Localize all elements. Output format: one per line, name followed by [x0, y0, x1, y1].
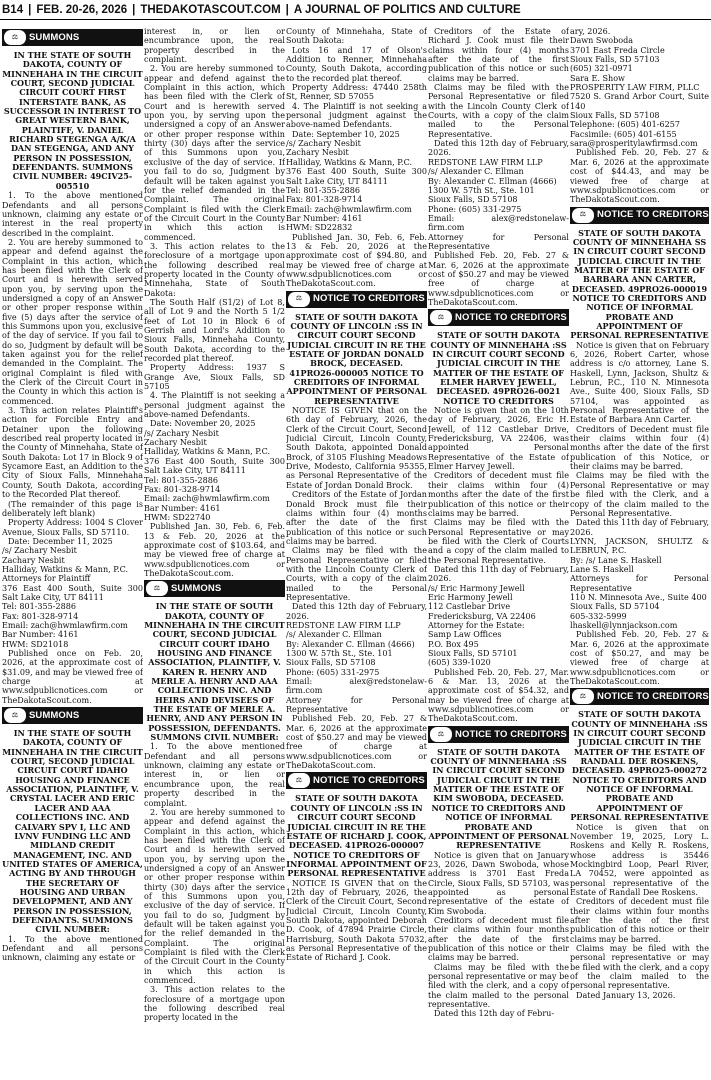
notice-line: Halliday, Watkins & Mann, P.C.: [144, 447, 271, 457]
scales-icon: ⚖: [572, 208, 594, 223]
notice-line: Tel: 801-355-2886: [286, 185, 360, 195]
notice-paragraph: Date: December 11, 2025: [8, 536, 113, 546]
notice-paragraph: Notice is given that on February 6, 2026, Robert Carter, whose address is c/o attorney, Lane S. Haskell, Lynn, Jackson, Shultz & Lebrun, P.C., 110 N. Minnesota Ave., Suite 400, Sioux Falls, SD 57104, was appointed as Personal Representative of the Estate of Barbara Ann Carter.: [570, 340, 709, 425]
notice-paragraph: 1. To the above mentioned Defendants and all persons unknown, claiming any estate or interest in the real property described in the complaint.: [2, 191, 143, 238]
notice-line: Attorneys for Plaintiff: [2, 574, 91, 584]
notice-line: Sioux Falls, SD 57108: [428, 195, 518, 205]
notice-line: 605-332-5999: [570, 611, 627, 621]
notice-line: Fax: 801-328-9714: [2, 611, 79, 621]
notice-paragraph: Published Feb. 20, Feb. 27 & Mar. 6, 2026 at the approximate cost of $44.43, and may be viewed free of charge at www.sdpublicnotices.com or TheDakotaScout.com.: [570, 148, 709, 205]
notice-line: PROSPERITY LAW FIRM, PLLC: [570, 83, 700, 93]
section-header: [2, 707, 143, 724]
notice-column-2: [144, 27, 285, 1080]
notice-line: Lane S. Haskell: [570, 564, 634, 574]
notice-caption: STATE OF SOUTH DAKOTA COUNTY OF MINNEHAHA :SS IN CIRCUIT COURT SECOND JUDICIAL CIRCUIT IN THE MATTER OF THE ESTATE OF KIM SWOBODA, DECEASED. NOTICE TO CREDITORS AND NOTICE OF INFORMAL PROBATE AND APPOINTMENT OF PERSONAL REPRESENTATIVE: [428, 746, 569, 851]
notice-paragraph: NOTICE IS GIVEN that on the 6th day of February, 2026, the Clerk of the Circuit Court, Second Judicial Circuit, Lincoln County, South Dakota, appointed Donald Brock, of 3105 Flushing Meadows Drive, Modesto, California 95355, as Personal Representative of the Estate of Jordan Donald Brock.: [286, 406, 427, 490]
masthead: B14 | FEB. 20-26, 2026 | THEDAKOTASCOUT.COM | A JOURNAL OF POLITICS AND CULTURE: [0, 0, 711, 20]
notice-line: 1300 W. 57th St., Ste. 101: [428, 185, 535, 195]
notice-paragraph: 2. You are hereby summoned to appear and defend against the Complaint in this action, which has been filed with the Clerk of Court and is herewith served upon you, by serving upon the undersigned a copy of an Answer or other proper response within thirty (30) days after the service of this Summons upon you, exclusive of the day of service. If you fail to do so, Judgment by default will be taken against you for the relief demanded in the Complaint. The original Complaint is filed with the Clerk of the Circuit Court in the County in which this action is commenced.: [144, 64, 285, 242]
notice-paragraph: Lots 16 and 17 of Olson's Addition to Renner, Minnehaha County, South Dakota, according to the recorded plat thereof.: [286, 45, 427, 83]
notice-line: Email: zach@hwmlawfirm.com: [144, 494, 270, 504]
notice-paragraph: Dated this 12th day of Febru-: [434, 1009, 555, 1019]
notice-line: sara@prosperitylawfirmsd.com: [570, 139, 698, 149]
notice-line: Facsimile: (605) 401-6155: [570, 129, 677, 139]
section-title: NOTICE TO CREDITORS: [313, 775, 425, 787]
notice-paragraph: Date: November 20, 2025: [150, 419, 256, 429]
notice-line: Tel: 801-355-2886: [2, 602, 76, 612]
notice-line: Zachary Nesbit: [144, 438, 207, 448]
notice-line: County of Minnehaha, State of South Dakota:: [286, 27, 427, 46]
section-header: [144, 580, 285, 597]
section-title: SUMMONS: [29, 31, 80, 43]
notice-line: By: Alexander C. Ellman (4666): [286, 639, 415, 649]
notice-line: Bar Number: 4161: [2, 630, 79, 640]
notice-paragraph: Claims may be filed with the Personal Representative or may be filed with the Clerk of Courts and a copy of the claim mailed to the Personal Representative.: [428, 518, 569, 565]
notice-line: (605) 339-1020: [428, 658, 491, 668]
notice-line: 7520 S. Grand Arbor Court, Suite 140: [570, 92, 709, 111]
section-header: [286, 772, 427, 789]
notice-paragraph: Creditors of Decedent must file their claims within four (4) months after the date of the first publication of this Notice, or their claims may be barred.: [570, 424, 709, 472]
notice-line: 3701 East Freda Circle: [570, 45, 665, 55]
notice-paragraph: Dated this 12th day of February, 2026.: [286, 602, 427, 621]
notice-line: Fredericksburg, VA 22406: [428, 611, 536, 621]
notice-line: HWM: SD22740: [144, 512, 211, 522]
notice-caption: IN THE STATE OF SOUTH DAKOTA, COUNTY OF MINNEHAHA IN THE CIRCUIT COURT, SECOND JUDICIAL CIRCUIT COURT IDAHO HOUSING AND FINANCE ASSOCIATION, PLAINTIFF, V. KAREN R. HENRY AND MERLE A. HENRY AND AAA COLLECTIONS INC. AND HEIRS AND DEVISEES OF THE ESTATE OF MERLE A. HENRY, AND ANY PERSON IN POSSESSION, DEFENDANTS. SUMMONS CIVIL NUMBER:: [144, 601, 285, 743]
notice-paragraph: Claims may be filed with the Personal Representative or filed with the Lincoln County Clerk of Courts, with a copy of the claim mailed to the Personal Representative.: [286, 546, 427, 602]
notice-caption: STATE OF SOUTH DAKOTA COUNTY OF LINCOLN :SS IN CIRCUIT COURT SECOND JUDICIAL CIRCUIT IN RE THE ESTATE OF JORDAN DONALD BROCK, DECEASED. 41PRO26-000005 NOTICE TO CREDITORS OF INFORMAL APPOINTMENT OF PERSONAL REPRESENTATIVE: [286, 311, 427, 406]
notice-line: Email: alex@redstonelaw-firm.com: [428, 213, 569, 233]
notice-line: /s/ Zachary Nesbit: [144, 428, 219, 438]
notice-caption: IN THE STATE OF SOUTH DAKOTA, COUNTY OF MINNEHAHA IN THE CIRCUIT COURT, SECOND JUDICIAL CIRCUIT COURT IDAHO HOUSING AND FINANCE ASSOCIATION, PLAINTIFF, V. CRYSTAL LACER AND ERIC LACER AND AAA COLLECTIONS INC. AND CALVARY SPV I, LLC AND LVNV FUNDING LLC AND MIDLAND CREDIT MANAGEMENT, INC. AND UNITED STATES OF AMERICA, ACTING BY AND THROUGH THE SECRETARY OF HOUSING AND URBAN DEVELOPMENT, AND ANY PERSON IN POSSESSION, DEFENDANTS. SUMMONS CIVIL NUMBER:: [2, 728, 143, 935]
notice-line: Sara E. Show: [570, 73, 625, 83]
notice-line: (605) 321-0971: [570, 64, 633, 74]
notice-paragraph: Claims may be filed with the personal representative or may be filed with the clerk, and a copy of the claim mailed to the personal representative.: [428, 962, 569, 1010]
notice-paragraph: Creditors of decedent must file their claims within four months after the date of the first publication of this notice or their claims may be barred.: [428, 915, 569, 963]
notice-column-3: [286, 27, 427, 1080]
section-title: SUMMONS: [171, 583, 222, 595]
notice-paragraph: Notice is given that on the 10th day of February, 2026, Eric H. Jewell, of 112 Castlebar Drive, Fredericksburg, VA 22406, was appointed Personal Representative of the Estate of Elmer Harvey Jewell.: [428, 406, 569, 472]
notice-paragraph: Notice is given that on January 23, 2026, Dawn Swoboda, whose address is 3701 East Freda Circle, Sioux Falls, SD 57103, was appointed as personal representative of the estate of Kim Swoboda.: [428, 850, 569, 916]
notice-line: /s/ Zachary Nesbit: [2, 546, 77, 556]
notice-line: Zachary Nesbit: [286, 148, 349, 158]
notice-paragraph: 3. This action relates to the foreclosure of a mortgage upon the following described real property located in the: [144, 985, 285, 1023]
scales-icon: ⚖: [430, 310, 452, 325]
notice-column-5: [570, 27, 709, 1080]
notice-paragraph: Published once on Feb. 20, 2026, at the approximate cost of $31.09, and may be viewed free of charge at www.sdpublicnotices.com or TheDakotaScout.com.: [2, 649, 143, 705]
notice-line: /s/ Alexander C. Ellman: [428, 167, 524, 177]
notice-paragraph: The South Half (S1/2) of Lot 8, all of Lot 9 and the North 5 1/2 feet of Lot 10 in Block 6 of Gerrish and Lord's Addition to Sioux Falls, Minnehaha County, South Dakota, according to the recorded plat thereof.: [144, 297, 285, 364]
notice-line: Sioux Falls, SD 57108: [570, 111, 660, 121]
notice-line: Fax: 801-328-9714: [286, 195, 363, 205]
notice-caption: STATE OF SOUTH DAKOTA COUNTY OF MINNEHAHA :SS IN CIRCUIT COURT SECOND JUDICIAL CIRCUIT IN THE MATTER OF THE ESTATE OF ELMER HARVEY JEWELL, DECEASED. 49PRO26-0021 NOTICE TO CREDITORS: [430, 330, 567, 406]
scales-icon: ⚖: [4, 708, 26, 723]
page-number: B14: [2, 3, 24, 16]
notice-line: 376 East 400 South, Suite 300 Salt Lake City, UT 84111: [286, 167, 427, 186]
notice-paragraph: Creditors of decedent must file their claims within four months after the date of the first publication of this notice or their claims may be barred.: [570, 897, 709, 944]
notice-paragraph: Property Address: 1004 S Clover Avenue, Sioux Falls, SD 57110.: [2, 518, 143, 537]
notice-column-4: [428, 27, 569, 1080]
section-header: [2, 29, 143, 46]
section-header: [570, 688, 709, 705]
notice-paragraph: Property Address: 1937 S Grange Ave, Sioux Falls, SD 57105: [144, 363, 285, 392]
notice-line: 112 Castlebar Drive: [428, 602, 511, 612]
section-title: NOTICE TO CREDITORS: [597, 209, 709, 221]
notice-line: HWM: SD22832: [286, 223, 353, 233]
notice-paragraph: Claims may be filed with the personal representative or may be filed with the clerk, and a copy of the claim mailed to the personal representative.: [570, 943, 709, 991]
notice-paragraph: Published Feb. 20, Feb. 27 & Mar. 6, 2026 at the approximate cost of $50.27, and may be viewed free of charge at www.sdpublicnotices.com or TheDakotaScout.com.: [570, 630, 709, 687]
notice-line: Bar Number: 4161: [286, 213, 363, 223]
notice-paragraph: Published Feb. 20, Feb. 27, Mar. 6 & Mar. 13, 2026 at the approximate cost of $54.32, and may be viewed free of charge at www.sdpublicnotices.com or TheDakotaScout.com.: [428, 667, 569, 724]
notice-line: Email: alex@redstonelaw-firm.com: [286, 677, 427, 696]
notice-paragraph: Published Jan. 30, Feb. 6, Feb. 13 & Feb. 20, 2026 at the approximate cost of $94.80, and may be viewed free of charge at www.sdpublicnotices.com or TheDakotaScout.com.: [286, 232, 427, 289]
notice-line: Samp Law Offices: [428, 630, 502, 640]
notice-line: Sioux Falls, SD 57108: [286, 658, 376, 668]
notice-line: Sioux Falls, SD 57101: [428, 649, 518, 658]
section-title: NOTICE TO CREDITORS: [455, 312, 567, 324]
notice-line: 376 East 400 South, Suite 300 Salt Lake City, UT 84111: [2, 583, 143, 602]
section-header: [286, 291, 427, 308]
section-title: SUMMONS: [29, 709, 80, 721]
notice-paragraph: Creditors of decedent must file their claims within four (4) months after the date of the first publication of this notice or their claims may be barred.: [428, 471, 569, 518]
section-header: [570, 207, 709, 224]
notice-paragraph: Date: September 10, 2025: [292, 129, 400, 139]
notice-line: Telephone: (605) 401-6257: [570, 120, 680, 130]
notice-line: Fax: 801-328-9714: [144, 484, 221, 494]
tagline: A JOURNAL OF POLITICS AND CULTURE: [293, 3, 521, 16]
notice-line: Eric Harmony Jewell: [428, 592, 513, 602]
scales-icon: ⚖: [4, 30, 26, 45]
notice-paragraph: Claims may be filed with the Personal Representative or may be filed with the Clerk, and a copy of the claim mailed to the Personal Representative.: [570, 471, 709, 518]
notice-line: P.O. Box 495: [428, 639, 479, 649]
notice-paragraph: 2. You are hereby summoned to appear and defend against the Complaint in this action, which has been filed with the Clerk of Court and is herewith served upon you, by serving upon the undersigned a copy of an Answer or other proper response within five (5) days after the service of this Summons upon you, exclusive of the day of service. If you fail to do so, Judgment by default will be taken against you for the relief demanded in the Complaint. The original Complaint is filed with the Clerk of the Circuit Court in the County in which this action is commenced.: [2, 237, 143, 406]
notice-line: 110 N. Minnesota Ave., Suite 400: [570, 592, 707, 602]
section-title: NOTICE TO CREDITORS: [455, 728, 567, 740]
notice-caption: IN THE STATE OF SOUTH DAKOTA, COUNTY OF MINNEHAHA IN THE CIRCUIT COURT, SECOND JUDICIAL CIRCUIT COURT FIRST INTERSTATE BANK, AS SUCCESSOR IN INTEREST TO GREAT WESTERN BANK, PLAINTIFF, V. DANIEL RICHARD STEGENGA A/K/A DAN STEGENGA, AND ANY PERSON IN POSSESSION, DEFENDANTS. SUMMONS CIVIL NUMBER: 49CIV25-005510: [2, 50, 143, 191]
notice-line: HWM: SD21018: [2, 639, 69, 649]
notice-paragraph: Notice is given that on November 19, 2025, Lory L. Roskens and Kelly R. Roskens, whose address is 35446 Mockingbird Loop, Pearl River, LA 70452, were appointed as personal representative of the Estate of Randall Dee Roskens.: [570, 822, 709, 897]
issue-date: FEB. 20-26, 2026: [36, 3, 128, 16]
notice-caption: STATE OF SOUTH DAKOTA COUNTY OF MINNEHAHA :SS IN CIRCUIT COURT SECOND JUDICIAL CIRCUIT IN THE MATTER OF THE ESTATE OF RANDALL DEE ROSKENS, DECEASED. 49PRO25-000272 NOTICE TO CREDITORS AND NOTICE OF INFORMAL PROBATE AND APPOINTMENT OF PERSONAL REPRESENTATIVE: [570, 709, 709, 823]
notice-paragraph: Claims may be filed with the Personal Representative or filed with the Lincoln County Clerk of Courts, with a copy of the claim mailed to the Personal Representative.: [428, 83, 569, 139]
scales-icon: ⚖: [430, 727, 452, 742]
notice-line: Sioux Falls, SD 57104: [570, 602, 660, 612]
notice-paragraph: Creditors of the Estate of Richard J. Cook must file their claims within four (4) months after the date of the first publication of this notice or such claims may be barred.: [428, 27, 569, 83]
notice-paragraph: Dated this 11th day of February, 2026.: [428, 564, 569, 584]
section-header: [428, 309, 569, 326]
site-name: THEDAKOTASCOUT.COM: [140, 3, 281, 16]
notice-line: Phone: (605) 331-2975: [286, 667, 380, 677]
notice-paragraph: Published Feb. 20, Feb. 27 & Mar. 6, 2026 at the approximate cost of $50.27 and may be viewed free of charge at www.sdpublicnotices.com or TheDakotaScout.com.: [286, 714, 427, 771]
notice-line: Halliday, Watkins & Mann, P.C.: [2, 564, 129, 574]
scales-icon: ⚖: [572, 689, 594, 704]
notice-line: 376 East 400 South, Suite 300 Salt Lake City, UT 84111: [144, 456, 285, 476]
notice-line: Attorneys for Personal Representative: [570, 574, 709, 593]
notice-line: Attorney for Personal Representative: [286, 695, 427, 715]
notice-line: REDSTONE LAW FIRM LLP: [286, 620, 401, 630]
notice-line: Dawn Swoboda: [570, 36, 634, 46]
notice-line: 1300 W. 57th St., Ste. 101: [286, 649, 393, 658]
notice-line: By: /s/ Lane S. Haskell: [570, 555, 662, 565]
notice-line: LYNN, JACKSON, SHULTZ & LEBRUN, P.C.: [570, 536, 709, 556]
notice-line: lhaskell@lynnjackson.com: [570, 620, 678, 630]
notice-paragraph: Published Feb. 20, Feb. 27 & Mar. 6, 2026 at the approximate cost of $50.27 and may be viewed free of charge at www.sdpublicnotices.com or TheDakotaScout.com.: [428, 251, 569, 307]
notice-line: By: Alexander C. Ellman (4666): [428, 176, 557, 186]
notice-paragraph: 3. This action relates Plaintiff's action for Forcible Entry and Detainer upon the following described real property located in the County of Minnehaha, State of South Dakota: Lot 17 in Block 9 of Sycamore East, an Addition to the City of Sioux Falls, Minnehaha County, South Dakota, according to the Recorded Plat thereof.: [2, 406, 143, 500]
scales-icon: ⚖: [288, 292, 310, 307]
notice-line: ary, 2026.: [570, 27, 611, 36]
notice-paragraph: Property Address: 47440 258th St, Renner, SD 57055: [286, 83, 427, 102]
notice-paragraph: 4. The Plaintiff is not seeking a personal judgment against the above-named Defendants.: [286, 101, 427, 130]
notice-paragraph: NOTICE IS GIVEN that on the 12th day of February, 2026, the Clerk of the Circuit Court, Second Judicial Circuit, Lincoln County, South Dakota, appointed Deborah D. Cook, of 47894 Prairie Circle, Harrisburg, South Dakota 57032, as Personal Representative of the Estate of Richard J. Cook.: [286, 878, 427, 963]
section-title: NOTICE TO CREDITORS: [597, 691, 709, 703]
notice-line: /s/ Eric Harmony Jewell: [428, 583, 525, 593]
notice-column-1: [2, 27, 143, 1080]
notice-paragraph: 2. You are hereby summoned to appear and defend against the Complaint in this action, which has been filed with the Clerk of Court and is herewith served upon you, by serving upon the undersigned a copy of an Answer or other proper response within thirty (30) days after the service of this Summons upon you, exclusive of the day of service. If you fail to do so, Judgment by default will be taken against you for the relief demanded in the Complaint. The original Complaint is filed with the Clerk of the Circuit Court in the County in which this action is commenced.: [144, 807, 285, 986]
notice-paragraph: Creditors of the Estate of Jordan Donald Brock must file their claims within four (4) months after the date of the first publication of this notice or such claims may be barred.: [286, 490, 427, 546]
notice-line: Bar Number: 4161: [144, 503, 221, 513]
notice-paragraph: 4. The Plaintiff is not seeking a personal judgment against the above-named Defendants.: [144, 391, 285, 420]
notice-line: Attorney for Personal Representative: [428, 232, 569, 251]
notice-paragraph: (The remainder of this page is deliberately left blank): [2, 499, 143, 518]
notice-line: Halliday, Watkins & Mann, P.C.: [286, 157, 413, 167]
scales-icon: ⚖: [288, 773, 310, 788]
scales-icon: ⚖: [146, 581, 168, 596]
notice-paragraph: 3. This action relates to the foreclosure of a mortgage upon the following described real property located in the County of Minnehaha, State of South Dakota:: [144, 241, 285, 298]
notice-paragraph: Dated January 13, 2026.: [576, 990, 676, 1000]
notice-line: Zachary Nesbit: [2, 555, 65, 565]
notice-line: REDSTONE LAW FIRM LLP: [428, 157, 543, 167]
notice-line: interest in, or lien or encumbrance upon, the real property described in the complaint.: [144, 27, 285, 65]
notice-line: Tel: 801-355-2886: [144, 475, 218, 485]
notice-caption: STATE OF SOUTH DAKOTA COUNTY OF LINCOLN :SS IN CIRCUIT COURT SECOND JUDICIAL CIRCUIT IN RE THE ESTATE OF RICHARD J. COOK, DECEASED. 41PRO26-000007 NOTICE TO CREDITORS OF INFORMAL APPOINTMENT OF PERSONAL REPRESENTATIVE: [286, 793, 427, 879]
notice-line: Email: zach@hwmlawfirm.com: [286, 204, 412, 214]
notice-line: Sioux Falls, SD 57103: [570, 55, 660, 65]
notice-paragraph: Dated this 11th day of February, 2026.: [570, 518, 709, 537]
notice-paragraph: Published Jan. 30, Feb. 6, Feb. 13 & Feb. 20, 2026 at the approximate cost of $103.64, and may be viewed free of charge at www.sdpublicnotices.com or TheDakotaScout.com.: [144, 522, 285, 578]
notice-line: Email: zach@hwmlawfirm.com: [2, 620, 128, 630]
notice-line: /s/ Zachary Nesbit: [286, 139, 361, 149]
notice-line: Phone: (605) 331-2975: [428, 204, 522, 214]
notice-caption: STATE OF SOUTH DAKOTA COUNTY OF MINNEHAHA SS IN CIRCUIT COURT SECOND JUDICIAL CIRCUIT IN THE MATTER OF THE ESTATE OF BARBARA ANN CARTER, DECEASED. 49PRO26-000019 NOTICE TO CREDITORS AND NOTICE OF INFORMAL PROBATE AND APPOINTMENT OF PERSONAL REPRESENTATIVE: [570, 227, 709, 341]
section-title: NOTICE TO CREDITORS: [313, 293, 425, 305]
notice-paragraph: 1. To the above mentioned Defendant and all persons unknown, claiming any estate or: [2, 934, 143, 963]
notice-line: Attorney for the Estate:: [428, 620, 525, 630]
section-header: [428, 726, 569, 743]
notice-paragraph: 1. To the above mentioned Defendant and all persons unknown, claiming any estate or interest in, or lien or encumbrance upon, the real property described in the complaint.: [144, 742, 285, 808]
notice-line: /s/ Alexander C. Ellman: [286, 630, 382, 640]
notice-paragraph: Dated this 12th day of February, 2026.: [428, 139, 569, 158]
